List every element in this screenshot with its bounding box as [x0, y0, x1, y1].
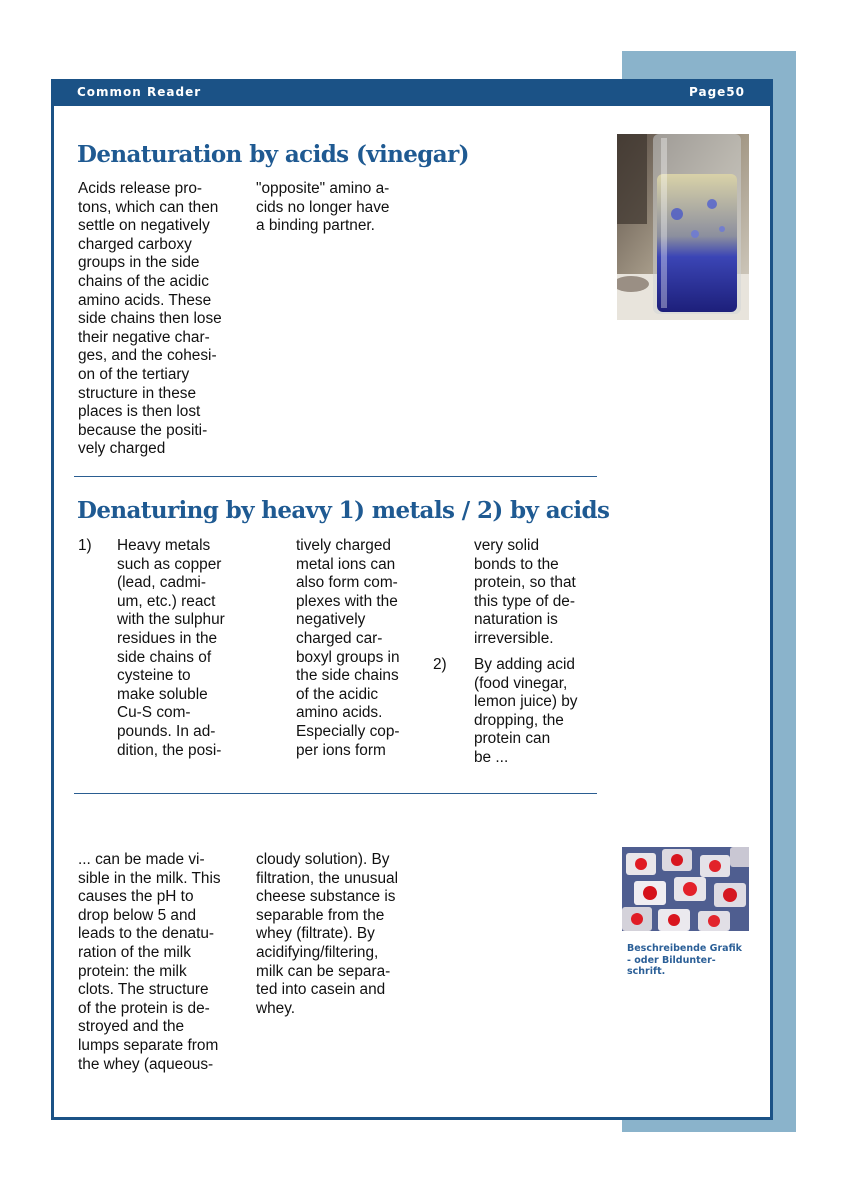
section1-column2: "opposite" amino a- cids no longer have a binding partner. — [256, 180, 390, 235]
list-marker-1: 1) — [78, 537, 92, 554]
section-divider — [74, 793, 597, 794]
header-bar — [51, 79, 773, 106]
list-item-1-part1: Heavy metals such as copper (lead, cadmi- um, etc.) react with the sulphur residues in the side chains of cysteine to make soluble Cu-S com- pounds. In ad- dition, the posi- — [117, 537, 225, 759]
list-marker-2: 2) — [433, 656, 447, 673]
page-number: Page50 — [689, 85, 745, 99]
photo-dishwasher-tablets — [622, 847, 749, 931]
section3-column1: ... can be made vi- sible in the milk. This causes the pH to drop below 5 and leads to the denatu- ration of the milk protein: the milk clots. The structure of the protein is de- stroyed and the lumps separate from the whey (aqueous- — [78, 851, 221, 1073]
image-caption: Beschreibende Grafik - oder Bildunter- schrift. — [627, 943, 742, 977]
section3-column2: cloudy solution). By filtration, the unusual cheese substance is separable from the whey (filtrate). By acidifying/filtering, milk can be separa- ted into casein and whey. — [256, 851, 399, 1017]
section-heading-heavy-metals: Denaturing by heavy 1) metals / 2) by acids — [77, 497, 610, 524]
photo-beaker — [617, 134, 749, 320]
section-heading-acids: Denaturation by acids (vinegar) — [77, 141, 469, 168]
section1-column1: Acids release pro- tons, which can then settle on negatively charged carboxy groups in the side chains of the acidic amino acids. These side chains then lose their negative char- ges, and the cohesi- on of the tertiary structure in these places is then lost because the positi- vely charged — [78, 180, 222, 458]
list-item-1-part2: tively charged metal ions can also form com- plexes with the negatively charged car- boxyl groups in the side chains of the acidic amino acids. Especially cop- per ions form — [296, 537, 400, 759]
list-item-2: By adding acid (food vinegar, lemon juice) by dropping, the protein can be ... — [474, 656, 578, 766]
section-divider — [74, 476, 597, 477]
publication-title: Common Reader — [77, 85, 202, 99]
list-item-1-part3: very solid bonds to the protein, so that this type of de- naturation is irreversible. — [474, 537, 576, 647]
